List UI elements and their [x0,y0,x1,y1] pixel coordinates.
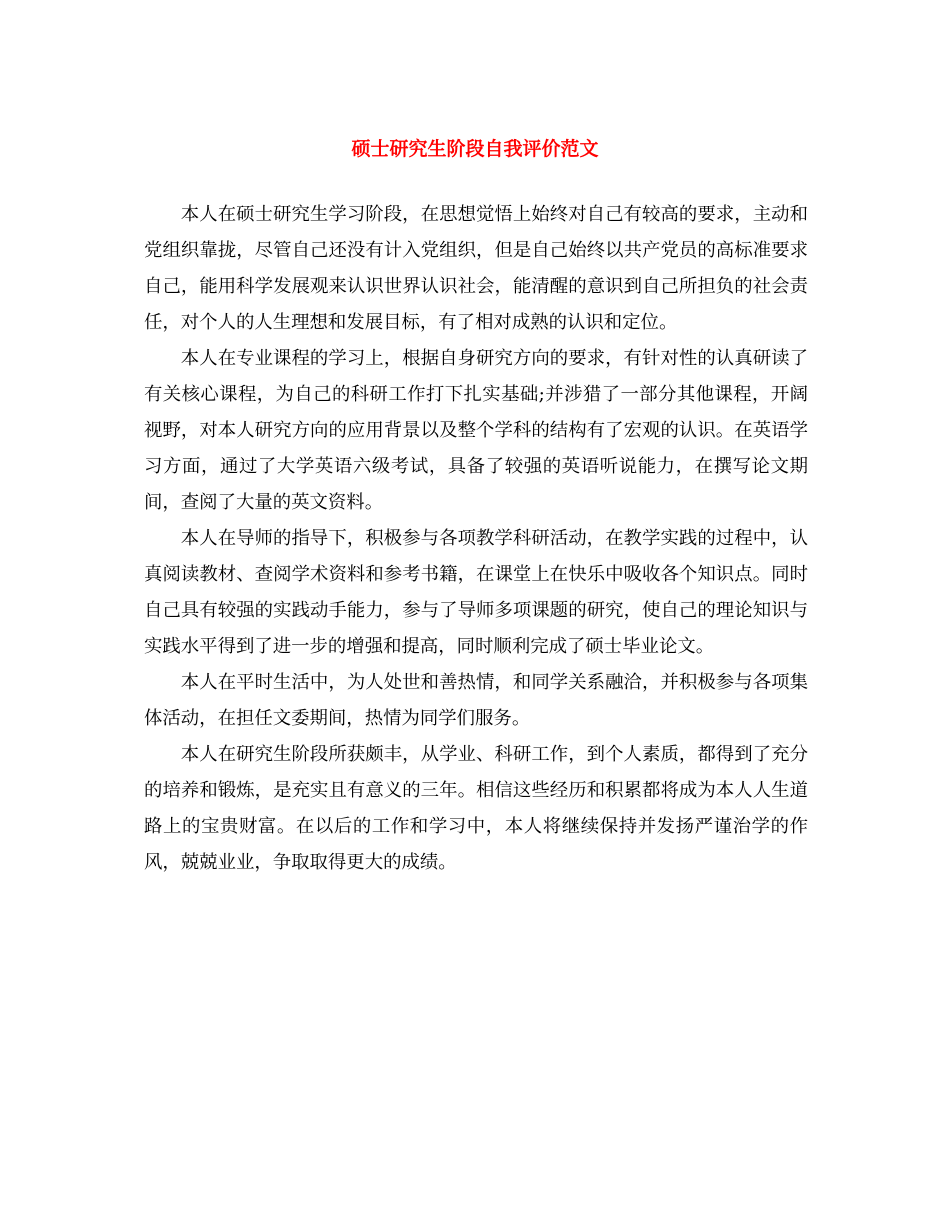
paragraph-3: 本人在导师的指导下，积极参与各项教学科研活动，在教学实践的过程中，认真阅读教材、查阅学术资料和参考书籍，在课堂上在快乐中吸收各个知识点。同时自己具有较强的实践动手能力，参与了导师多项课题的研究，使自己的理论知识与实践水平得到了进一步的增强和提高，同时顺利完成了硕士毕业论文。 [144,528,808,657]
paragraph-1: 本人在硕士研究生学习阶段，在思想觉悟上始终对自己有较高的要求，主动和党组织靠拢，尽管自己还没有计入党组织，但是自己始终以共产党员的高标准要求自己，能用科学发展观来认识世界认识社会，能清醒的意识到自己所担负的社会责任，对个人的人生理想和发展目标，有了相对成熟的认识和定位。 [144,204,808,333]
paragraph-2: 本人在专业课程的学习上，根据自身研究方向的要求，有针对性的认真研读了有关核心课程，为自己的科研工作打下扎实基础;并涉猎了一部分其他课程，开阔视野，对本人研究方向的应用背景以及整个学科的结构有了宏观的认识。在英语学习方面，通过了大学英语六级考试，具备了较强的英语听说能力，在撰写论文期间，查阅了大量的英文资料。 [144,348,808,513]
document-body [144,197,808,881]
document-title: 硕士研究生阶段自我评价范文 [351,138,599,160]
paragraph-4: 本人在平时生活中，为人处世和善热情，和同学关系融洽，并积极参与各项集体活动，在担任文委期间，热情为同学们服务。 [144,672,808,729]
paragraph-5: 本人在研究生阶段所获颇丰，从学业、科研工作，到个人素质，都得到了充分的培养和锻炼，是充实且有意义的三年。相信这些经历和积累都将成为本人人生道路上的宝贵财富。在以后的工作和学习中，本人将继续保持并发扬严谨治学的作风，兢兢业业，争取取得更大的成绩。 [144,744,808,873]
